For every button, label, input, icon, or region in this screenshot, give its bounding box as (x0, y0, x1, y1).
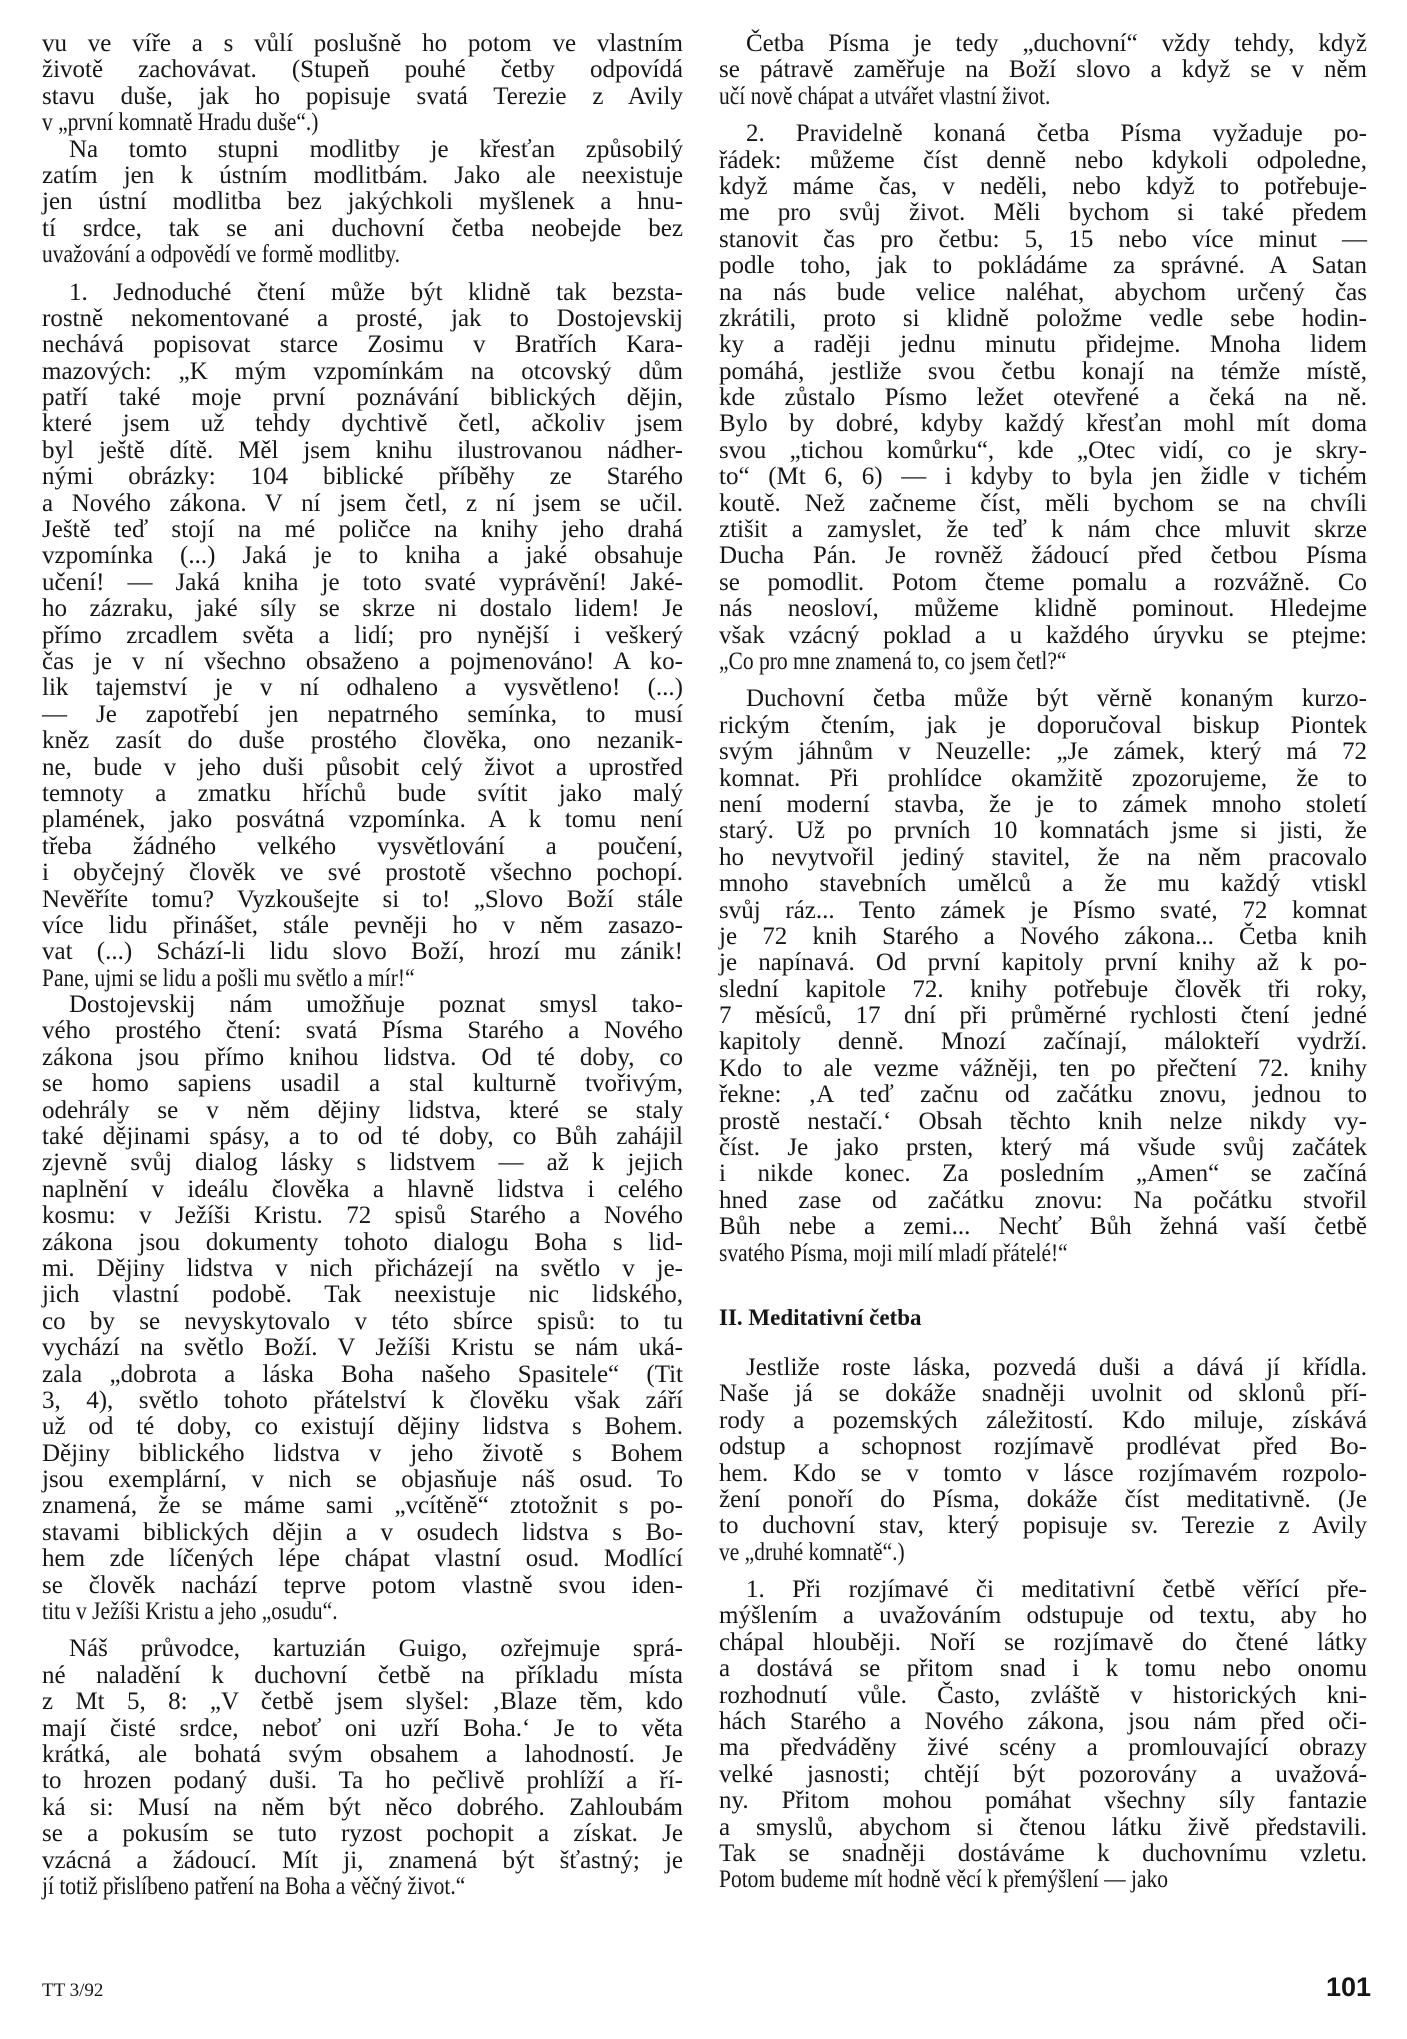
text-line: Dostojevskij nám umožňuje poznat smysl tako- (69, 991, 683, 1019)
text-line: třeba žádného velkého vysvětlování a poučení, (42, 832, 683, 860)
text-line: Kdo to ale vezme vážněji, ten po přečtení 72. knihy (719, 1054, 1367, 1082)
text-line: svatého Písma, moji milí mladí přátelé!“ (719, 1239, 1068, 1267)
paragraph (719, 1355, 1367, 1566)
text-line: je napínavá. Od první kapitoly první knihy až k po- (719, 949, 1367, 977)
text-line: Jestliže roste láska, pozvedá duši a dává jí křídla. (746, 1353, 1367, 1381)
text-line: není moderní stavba, že je to zámek mnoho století (719, 790, 1367, 818)
text-line: patří také moje první poznávání biblických dějin, (42, 384, 683, 412)
text-line: stavami biblických dějin a v osudech lidstva s Bo- (42, 1518, 683, 1546)
text-line: ny. Přitom mohou pomáhat všechny síly fantazie (719, 1787, 1367, 1815)
text-line: Ducha Pán. Je rovněž žádoucí před četbou Písma (719, 542, 1367, 570)
text-line: vychází na světlo Boží. V Ježíši Kristu se nám uká- (42, 1334, 683, 1362)
text-line: titu v Ježíši Kristu a jeho „osudu“. (42, 1598, 338, 1626)
text-line: ho nevytvořil jediný stavitel, že na něm pracovalo (719, 843, 1367, 871)
text-line: kapitoly denně. Mnozí začínají, málokteří vydrží. (719, 1028, 1367, 1056)
text-line: číst. Je jako prsten, který má všude svůj začátek (719, 1134, 1367, 1162)
text-line: nás neosloví, můžeme klidně pominout. Hledejme (719, 595, 1367, 623)
text-line: — Je zapotřebí jen nepatrného semínka, to musí (42, 700, 683, 728)
text-line: ne, bude v jeho duši působit celý život a uprostřed (42, 753, 683, 781)
text-line: 1. Při rozjímavé či meditativní četbě věřící pře- (746, 1576, 1367, 1604)
page-number: 101 (1326, 1972, 1372, 2002)
text-line: pomáhá, jestliže svou četbu konají na témže místě, (719, 357, 1367, 385)
text-line: „Co pro mne znamená to, co jsem četl?“ (719, 647, 1067, 675)
text-line: co by se nevyskytovalo v této sbírce spisů: to tu (42, 1307, 683, 1335)
text-line: Naše já se dokáže snadněji uvolnit od sklonů pří- (719, 1380, 1367, 1408)
text-line: zkrátili, proto si klidně položme vedle sebe hodin- (719, 304, 1367, 332)
text-line: se člověk nachází teprve potom vlastně svou iden- (42, 1571, 683, 1599)
text-line: vat (...) Schází-li lidu slovo Boží, hrozí mu zánik! (42, 938, 683, 966)
left-column (42, 31, 683, 1900)
text-line: žení ponoří do Písma, dokáže číst meditativně. (Je (719, 1485, 1367, 1513)
text-line: temnoty a zmatku hříchů bude svítit jako malý (42, 779, 683, 807)
paragraph (719, 1577, 1367, 1894)
paragraph (42, 1636, 683, 1900)
text-line: Duchovní četba může být věrně konaným kurzo- (746, 685, 1367, 713)
text-line: svůj ráz... Tento zámek je Písmo svaté, 72 komnat (719, 896, 1367, 924)
text-line: 2. Pravidelně konaná četba Písma vyžaduje po- (746, 120, 1367, 148)
text-line: svou „tichou komůrku“, kde „Otec vidí, co je skry- (719, 436, 1367, 464)
text-line: naplnění v ideálu člověka a hlavně lidstva i celého (42, 1175, 683, 1203)
text-line: hem. Kdo se v tomto v lásce rozjímavém rozpolo- (719, 1459, 1367, 1487)
text-line: a dostává se přitom snad i k tomu nebo onomu (719, 1655, 1367, 1683)
text-line: ká si: Musí na něm být něco dobrého. Zahloubám (42, 1793, 683, 1821)
text-line: ztišit a zamyslet, že teď k nám chce mluvit skrze (719, 516, 1367, 544)
text-line: 1. Jednoduché čtení může být klidně tak bezsta- (69, 278, 683, 306)
text-line: mnoho stavebních umělců a že mu každý vtiskl (719, 870, 1367, 898)
text-line: Četba Písma je tedy „duchovní“ vždy tehdy, když (746, 30, 1367, 57)
text-line: odstup a schopnost rozjímavě prodlévat před Bo- (719, 1433, 1367, 1461)
section-heading: II. Meditativní četba (719, 1304, 922, 1330)
text-line: když máme čas, v neděli, nebo když to potřebuje- (719, 172, 1367, 200)
text-line: se homo sapiens usadil a stal kulturně tvořivým, (42, 1070, 683, 1098)
text-line: tí srdce, tak se ani duchovní četba neobejde bez (42, 214, 683, 242)
right-column-top-text (719, 31, 1367, 1267)
text-line: podle toho, jak to pokládáme za správné. A Satan (719, 252, 1367, 280)
text-line: ve „druhé komnatě“.) (719, 1538, 905, 1566)
text-line: vého prostého čtení: svatá Písma Starého a Nového (42, 1017, 683, 1045)
heading-spacer (719, 1333, 1367, 1355)
text-line: zala „dobrota a láska Boha našeho Spasitele“ (Tit (42, 1360, 683, 1388)
text-line: mají čisté srdce, neboť oni uzří Boha.‘ Je to věta (42, 1714, 683, 1742)
text-line: Nevěříte tomu? Vyzkoušejte si to! „Slovo Boží stále (42, 885, 683, 913)
text-line: Tak se snadněji dostáváme k duchovnímu vzletu. (719, 1840, 1367, 1867)
paragraph (719, 31, 1367, 110)
text-line: zákona jsou přímo knihou lidstva. Od té doby, co (42, 1043, 683, 1071)
text-line: plamének, jako posvátná vzpomínka. A k tomu není (42, 806, 683, 834)
text-line: odehrály se v něm dějiny lidstva, které se staly (42, 1096, 683, 1124)
text-line: řekne: ‚A teď začnu od začátku znovu, jednou to (719, 1081, 1367, 1109)
text-line: lik tajemství je v ní odhaleno a vysvětleno! (...) (42, 674, 683, 702)
text-line: životě zachovávat. (Stupeň pouhé četby odpovídá (42, 56, 683, 84)
text-line: zákona jsou dokumenty tohoto dialogu Boha s lid- (42, 1228, 683, 1256)
text-line: Dějiny biblického lidstva v jeho životě s Bohem (42, 1439, 683, 1467)
text-line: starý. Už po prvních 10 komnatách jsme si jisti, že (719, 817, 1367, 845)
text-line: svým jáhnům v Neuzelle: „Je zámek, který má 72 (719, 738, 1367, 766)
text-line: stavu duše, jak ho popisuje svatá Terezie z Avily (42, 82, 683, 110)
text-line: v „první komnatě Hradu duše“.) (42, 109, 319, 137)
text-line: nechává popisovat starce Zosimu v Bratřích Kara- (42, 331, 683, 359)
paragraph (42, 31, 683, 137)
text-line: ky a raději jednu minutu přidejme. Mnoha lidem (719, 331, 1367, 359)
text-line: také dějinami spásy, a to od té doby, co Bůh zahájil (42, 1123, 683, 1151)
text-line: ho zázraku, jaké síly se skrze ni dostalo lidem! Je (42, 595, 683, 623)
text-line: 3, 4), světlo tohoto přátelství k člověku však září (42, 1386, 683, 1414)
text-line: kde zůstalo Písmo ležet otevřené a čeká na ně. (719, 384, 1367, 412)
text-line: rickým čtením, jak je doporučoval biskup Piontek (719, 711, 1367, 739)
text-line: které jsem už tehdy dychtivě četl, ačkoliv jsem (42, 410, 683, 438)
text-line: jich vlastní podobě. Tak neexistuje nic lidského, (42, 1281, 683, 1309)
text-line: i obyčejný člověk ve své prostotě všechno pochopí. (42, 859, 683, 887)
text-line: hem zde líčených lépe chápat vlastní osud. Modlící (42, 1545, 683, 1573)
text-line: učení! — Jaká kniha je toto svaté vyprávění! Jaké- (42, 568, 683, 596)
right-column (719, 31, 1367, 1894)
text-line: stanovit čas pro četbu: 5, 15 nebo více minut — (719, 225, 1367, 253)
text-line: rozhodnutí vůle. Často, zvláště v historických kni- (719, 1681, 1367, 1709)
text-line: vzácná a žádoucí. Mít ji, znamená být šťastný; je (42, 1846, 683, 1874)
text-line: z Mt 5, 8: „V četbě jsem slyšel: ‚Blaze těm, kdo (42, 1688, 683, 1716)
text-line: na nás bude velice naléhat, abychom určený čas (719, 278, 1367, 306)
text-line: koutě. Než začneme číst, měli bychom se na chvíli (719, 489, 1367, 517)
text-line: 7 měsíců, 17 dní při průměrné rychlosti čtení jedné (719, 1002, 1367, 1030)
text-line: to duchovní stav, který popisuje sv. Terezie z Avily (719, 1512, 1367, 1540)
paragraph (719, 686, 1367, 1267)
text-line: komnat. Při prohlídce okamžitě zpozorujeme, že to (719, 764, 1367, 792)
text-line: přímo zrcadlem světa a lidí; pro nynější i veškerý (42, 621, 683, 649)
text-line: učí nově chápat a utvářet vlastní život. (719, 82, 1051, 110)
text-line: hned zase od začátku znovu: Na počátku stvořil (719, 1186, 1367, 1214)
text-line: se a pokusím se tuto ryzost pochopit a získat. Je (42, 1820, 683, 1848)
section-spacer (719, 1267, 1367, 1303)
text-line: mi. Dějiny lidstva v nich přicházejí na světlo v je- (42, 1254, 683, 1282)
text-line: rostně nekomentované a prosté, jak to Dostojevskij (42, 304, 683, 332)
text-line: Bůh nebe a zemi... Nechť Bůh žehná vaší četbě (719, 1213, 1367, 1241)
text-line: znamená, že se máme sami „vcítěně“ ztotožnit s po- (42, 1492, 683, 1520)
paragraph (42, 280, 683, 993)
text-line: čas je v ní všechno obsaženo a pojmenováno! A ko- (42, 647, 683, 675)
text-line: Potom budeme mít hodně věcí k přemýšlení — jako (719, 1866, 1169, 1894)
text-line: kosmu: v Ježíši Kristu. 72 spisů Starého a Nového (42, 1202, 683, 1230)
text-line: rody a pozemských záležitostí. Kdo miluje, získává (719, 1406, 1367, 1434)
text-line: se pomodlit. Potom čteme pomalu a rozvážně. Co (719, 568, 1367, 596)
text-line: Bylo by dobré, kdyby každý křesťan mohl mít doma (719, 410, 1367, 438)
text-line: řádek: můžeme číst denně nebo kdykoli odpoledne, (719, 146, 1367, 174)
text-line: mazových: „K mým vzpomínkám na otcovský dům (42, 357, 683, 385)
text-line: zjevně svůj dialog lásky s lidstvem — až k jejich (42, 1149, 683, 1177)
text-line: ma předváděny živé scény a promlouvající obrazy (719, 1734, 1367, 1762)
text-line: však vzácný poklad a u každého úryvku se ptejme: (719, 621, 1367, 649)
text-line: prostě nestačí.‘ Obsah těchto knih nelze nikdy vy- (719, 1107, 1367, 1135)
text-line: to hrozen podaný duši. Ta ho pečlivě prohlíží a ří- (42, 1767, 683, 1795)
text-line: Ještě teď stojí na mé poličce na knihy jeho drahá (42, 516, 683, 544)
text-line: hách Starého a Nového zákona, jsou nám před oči- (719, 1708, 1367, 1736)
text-line: a Nového zákona. V ní jsem četl, z ní jsem se učil. (42, 489, 683, 517)
text-line: je 72 knih Starého a Nového zákona... Četba knih (719, 922, 1367, 950)
text-line: se pátravě zaměřuje na Boží slovo a když se v něm (719, 56, 1367, 84)
text-line: mýšlením a uvažováním odstupuje od textu, aby ho (719, 1602, 1367, 1630)
text-line: velké jasnosti; chtějí být pozorovány a uvažová- (719, 1760, 1367, 1788)
text-line: i nikde konec. Za posledním „Amen“ se začíná (719, 1160, 1367, 1188)
text-line: uvažování a odpovědí ve formě modlitby. (42, 241, 401, 269)
text-line: více lidu přinášet, stále pevněji ho v něm zasazo- (42, 911, 683, 939)
text-line: to“ (Mt 6, 6) — i kdyby to byla jen židle v tichém (719, 463, 1367, 491)
paragraph (42, 992, 683, 1625)
paragraph (42, 137, 683, 269)
text-line: Náš průvodce, kartuzián Guigo, ozřejmuje sprá- (69, 1635, 683, 1663)
text-line: kněz zasít do duše prostého člověka, ono nezanik- (42, 727, 683, 755)
text-line: krátká, ale bohatá svým obsahem a lahodností. Je (42, 1741, 683, 1768)
text-line: jen ústní modlitba bez jakýchkoli myšlenek a hnu- (42, 188, 683, 216)
text-line: vu ve víře a s vůlí poslušně ho potom ve vlastním (42, 30, 683, 57)
text-line: Na tomto stupni modlitby je křesťan způsobilý (69, 135, 683, 163)
text-line: už od té doby, co existují dějiny lidstva s Bohem. (42, 1413, 683, 1441)
issue-label: TT 3/92 (42, 1980, 104, 2001)
text-line: chápal hlouběji. Noří se rozjímavě do čtené látky (719, 1628, 1367, 1656)
text-line: slední kapitole 72. knihy potřebuje člověk tři roky, (719, 975, 1367, 1003)
text-line: vzpomínka (...) Jaká je to kniha a jaké obsahuje (42, 542, 683, 570)
text-line: byl ještě dítě. Měl jsem knihu ilustrovanou nádher- (42, 436, 683, 464)
text-line: jsou exemplární, v nich se objasňuje náš osud. To (42, 1466, 683, 1494)
text-line: me pro svůj život. Měli bychom si také předem (719, 199, 1367, 227)
section-body (719, 1355, 1367, 1894)
text-line: zatím jen k ústním modlitbám. Jako ale neexistuje (42, 161, 683, 189)
paragraph (719, 121, 1367, 675)
text-line: a smyslů, abychom si čtenou látku živě představili. (719, 1813, 1367, 1841)
text-line: né naladění k duchovní četbě na příkladu místa (42, 1661, 683, 1689)
text-line: Pane, ujmi se lidu a pošli mu světlo a mír!“ (42, 964, 415, 992)
text-line: jí totiž přislíbeno patření na Boha a věčný život.“ (42, 1872, 466, 1900)
text-line: nými obrázky: 104 biblické příběhy ze Starého (42, 463, 683, 491)
